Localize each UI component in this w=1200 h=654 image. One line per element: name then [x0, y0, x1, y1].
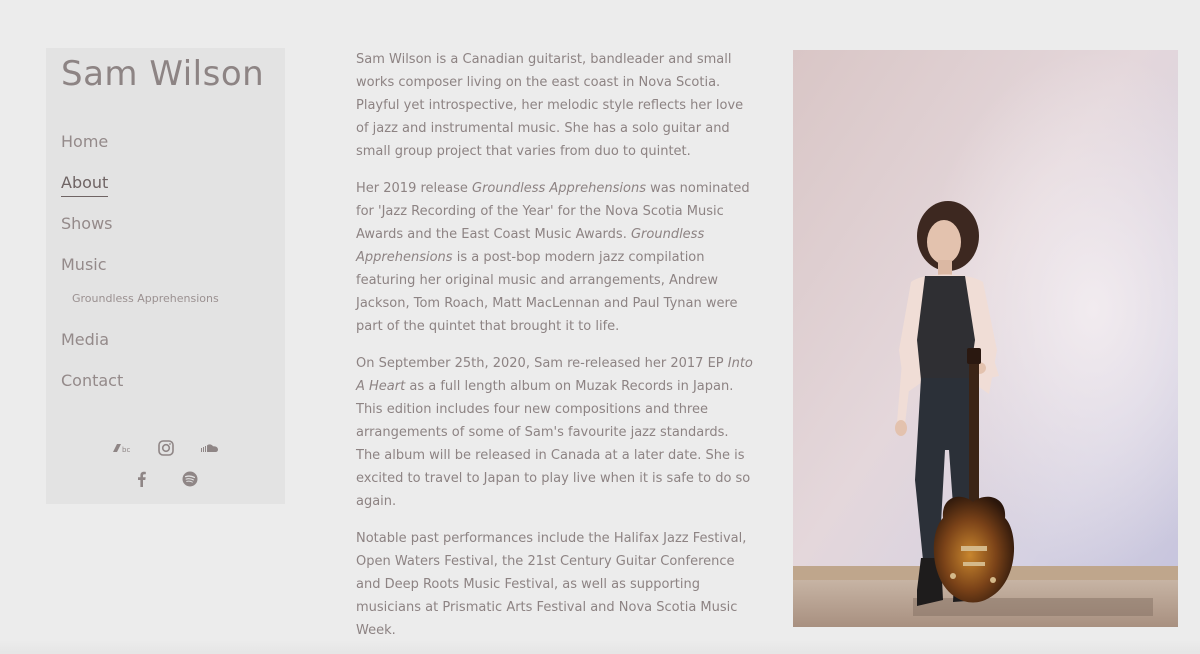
- nav-music[interactable]: Music: [61, 255, 107, 274]
- bio-p3-text-a: On September 25th, 2020, Sam re-released her 2017 EP: [356, 356, 728, 371]
- social-row-top: [46, 437, 285, 459]
- bio-p1-text: Sam Wilson is a Canadian guitarist, bandleader and small works composer living on the east coast in Nova Scotia. Playful yet introspective, her melodic style reflects her love of jazz and instrumental music. She has a solo guitar and small group project that varies from duo to quintet.: [356, 52, 744, 159]
- nav-about[interactable]: About: [61, 173, 108, 197]
- bio-paragraph-1: [356, 48, 754, 163]
- instagram-icon[interactable]: [155, 437, 177, 459]
- nav-home[interactable]: Home: [61, 132, 109, 151]
- artist-photo: [793, 50, 1178, 627]
- nav-contact[interactable]: Contact: [61, 371, 124, 390]
- bio-p4-text: Notable past performances include the Halifax Jazz Festival, Open Waters Festival, the 21st Century Guitar Conference and Deep Roots Music Festival, as well as supporting musicians at Prismatic Arts Festival and Nova Scotia Music Week.: [356, 531, 747, 638]
- soundcloud-icon[interactable]: [199, 437, 221, 459]
- bio-paragraph-2: [356, 177, 754, 338]
- bandcamp-icon[interactable]: [111, 437, 133, 459]
- bio-paragraph-4: [356, 527, 754, 642]
- bio-p3-text-b: as a full length album on Muzak Records in Japan. This edition includes four new compositions and three arrangements of some of Sam's favourite jazz standards. The album will be released in Canada at a later date. She is excited to travel to Japan to play live when it is safe to do so again.: [356, 379, 751, 509]
- bio-p2-text-c: is a post-bop modern jazz compilation featuring her original music and arrangements, Andrew Jackson, Tom Roach, Matt MacLennan and Paul Tynan were part of the quintet that brought it to life.: [356, 250, 738, 334]
- bio-p2-text-b: was nominated for 'Jazz Recording of the Year' for the Nova Scotia Music Awards and the East Coast Music Awards.: [356, 181, 750, 242]
- sidebar: [46, 48, 285, 504]
- album-title-groundless-apprehensions: Groundless Apprehensions: [472, 181, 646, 196]
- bio-content: [356, 48, 754, 654]
- nav-music-groundless-apprehensions[interactable]: Groundless Apprehensions: [72, 292, 219, 305]
- bio-p2-text-a: Her 2019 release: [356, 181, 473, 196]
- social-row-bottom: [46, 468, 285, 490]
- site-title[interactable]: Sam Wilson: [61, 54, 265, 94]
- svg-text:bc: bc: [121, 446, 130, 453]
- spotify-icon[interactable]: [179, 468, 201, 490]
- nav-shows[interactable]: Shows: [61, 214, 113, 233]
- facebook-icon[interactable]: [131, 468, 153, 490]
- album-title-groundless-apprehensions-2: Groundless Apprehensions: [356, 227, 705, 265]
- nav-media[interactable]: Media: [61, 330, 110, 349]
- bio-paragraph-3: [356, 352, 754, 513]
- album-title-into-a-heart: Into A Heart: [356, 356, 753, 394]
